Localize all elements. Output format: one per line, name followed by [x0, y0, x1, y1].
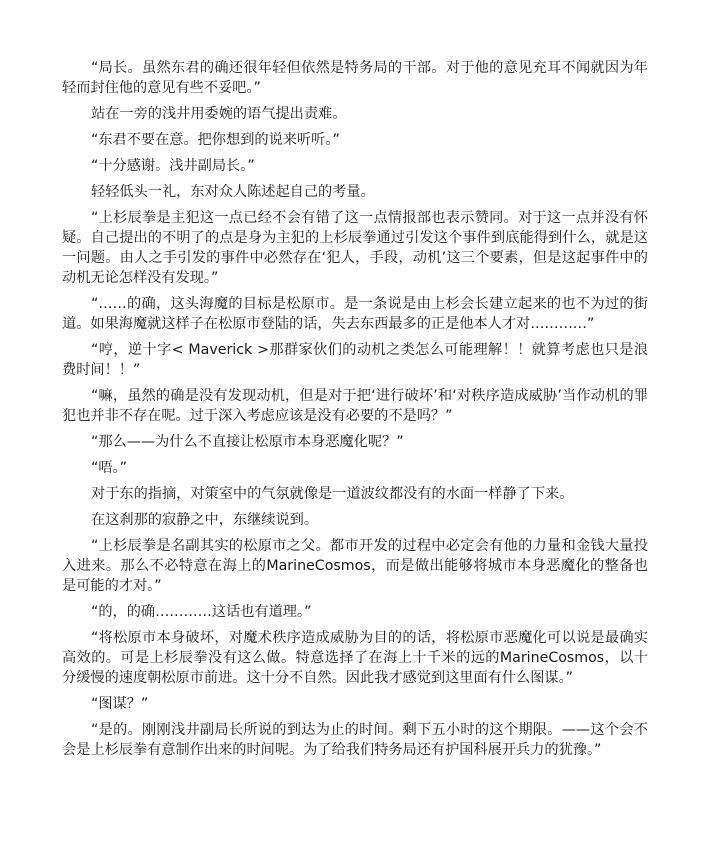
paragraph: 对于东的指摘，对策室中的气氛就像是一道波纹都没有的水面一样静了下来。 — [91, 486, 574, 502]
paragraph: 轻轻低头一礼，东对众人陈述起自己的考量。 — [91, 184, 375, 200]
paragraph: “将松原市本身破坏，对魔术秩序造成威胁为目的的话，将松原市恶魔化可以说是最确实高效的。可是上杉辰拳没有这么做。特意选择了在海上十千米的远的MarineCosmos，以十分缓慢的速度朝松原市前进。这十分不自然。因此我才感觉到这里面有什么图谋。” — [62, 630, 648, 686]
paragraph: “的，的确…………这话也有道理。” — [91, 604, 312, 620]
paragraph: “唔。” — [91, 460, 127, 476]
paragraph: “十分感谢。浅井副局长。” — [91, 158, 255, 174]
paragraph: 站在一旁的浅井用委婉的语气提出责难。 — [91, 106, 347, 122]
paragraph: “上杉辰拳是名副其实的松原市之父。都市开发的过程中必定会有他的力量和金钱大量投入进来。那么不必特意在海上的MarineCosmos，而是做出能够将城市本身恶魔化的整备也是可能的才对。” — [62, 538, 648, 594]
paragraph: “嘛，虽然的确是没有发现动机，但是对于把‘进行破坏’和‘对秩序造成威胁’当作动机的罪犯也并非不存在呢。过于深入考虑应该是没有必要的不是吗？” — [62, 388, 648, 424]
paragraph: “上杉辰拳是主犯这一点已经不会有错了这一点情报部也表示赞同。对于这一点并没有怀疑。自己提出的不明了的点是身为主犯的上杉辰拳通过引发这个事件到底能得到什么，就是这一问题。由人之手引发的事件中必然存在‘犯人，手段，动机’这三个要素，但是这起事件中的动机无论怎样没有发现。” — [62, 210, 648, 286]
paragraph: “是的。刚刚浅井副局长所说的到达为止的时间。剩下五小时的这个期限。——这个会不会是上杉辰拳有意制作出来的时间呢。为了给我们特务局还有护国科展开兵力的犹豫。” — [62, 722, 648, 758]
paragraph: “东君不要在意。把你想到的说来听听。” — [91, 132, 340, 148]
paragraph: “图谋？” — [91, 696, 149, 712]
paragraph: 在这刹那的寂静之中，东继续说到。 — [91, 512, 319, 528]
paragraph: “局长。虽然东君的确还很年轻但依然是特务局的干部。对于他的意见充耳不闻就因为年轻而封住他的意见有些不妥吧。” — [62, 60, 648, 96]
document-page — [62, 58, 648, 766]
paragraph: “哼，逆十字< Maverick >那群家伙们的动机之类怎么可能理解！！就算考虑也只是浪费时间！！” — [62, 342, 648, 378]
paragraph: “……的确，这头海魔的目标是松原市。是一条说是由上杉会长建立起来的也不为过的街道。如果海魔就这样子在松原市登陆的话，失去东西最多的正是他本人才对…………” — [62, 296, 648, 332]
paragraph: “那么——为什么不直接让松原市本身恶魔化呢？” — [91, 434, 404, 450]
